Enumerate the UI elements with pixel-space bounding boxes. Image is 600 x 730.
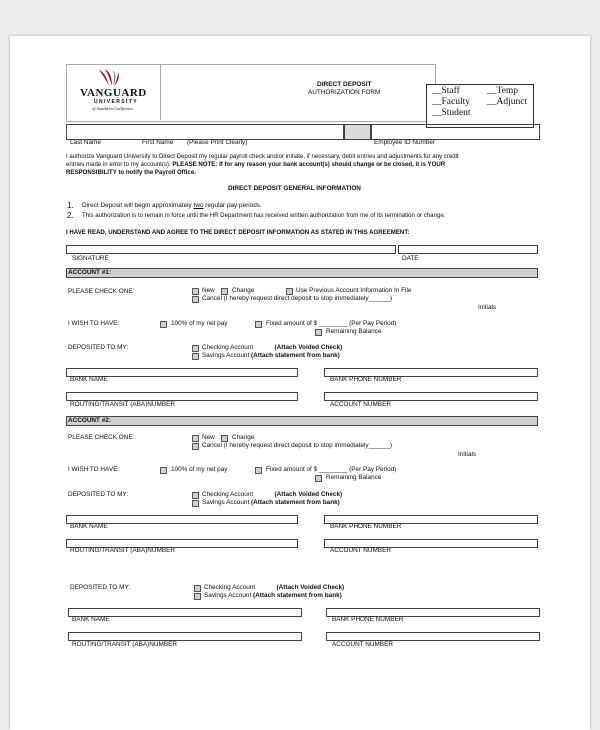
account-3-account-number-field[interactable]	[326, 632, 540, 641]
info-item-1: Direct Deposit will begin approximately two regular pay periods.	[82, 202, 262, 209]
account-1-bank-phone-label: BANK PHONE NUMBER	[330, 376, 402, 383]
account-1-account-number-label: ACCOUNT NUMBER	[330, 401, 391, 408]
employee-id-label: Employee ID Number	[374, 139, 436, 146]
account-2-cancel-label: Cancel (I hereby request direct deposit to stop immediately______)	[202, 442, 393, 449]
account-1-savings-label: Savings Account (Attach statement from bank)	[202, 352, 340, 359]
faculty-option[interactable]: __Faculty	[432, 97, 470, 107]
account-2-routing-label: ROUTING/TRANSIT (ABA)NUMBER	[70, 547, 175, 554]
account-1-use-previous-checkbox[interactable]	[286, 288, 293, 295]
account-3-checking-checkbox[interactable]	[194, 585, 201, 592]
account-3-routing-field[interactable]	[68, 632, 302, 641]
account-1-checking-checkbox[interactable]	[192, 345, 199, 352]
account-1-cancel-label: Cancel (I hereby request direct deposit to stop immediately______)	[202, 295, 393, 302]
account-1-pct-label: 100% of my net pay	[171, 320, 228, 327]
logo-sub: UNIVERSITY	[94, 99, 139, 105]
account-3-deposited-label: DEPOSITED TO MY:	[70, 584, 131, 591]
account-3-routing-label: ROUTING/TRANSIT (ABA)NUMBER	[72, 641, 177, 648]
account-2-bank-name-label: BANK NAME	[70, 523, 108, 530]
form-title: DIRECT DEPOSIT	[317, 81, 372, 88]
account-2-account-number-label: ACCOUNT NUMBER	[330, 547, 391, 554]
account-1-account-number-field[interactable]	[324, 392, 538, 401]
account-1-remaining-checkbox[interactable]	[315, 329, 322, 336]
account-2-savings-label: Savings Account (Attach statement from bank)	[202, 499, 340, 506]
account-2-initials-label: Initials	[458, 451, 477, 458]
employee-id-field-box[interactable]	[370, 124, 540, 140]
account-2-wish-label: I WISH TO HAVE:	[68, 466, 120, 473]
staff-option[interactable]: __Staff	[432, 86, 460, 96]
authorization-line-3: RESPONSIBILITY to notify the Payroll Office.	[66, 169, 196, 176]
account-2-cancel-checkbox[interactable]	[192, 443, 199, 450]
account-2-fixed-checkbox[interactable]	[255, 467, 262, 474]
name-field-box[interactable]	[66, 124, 344, 140]
account-2-new-checkbox[interactable]	[192, 435, 199, 442]
authorization-line-2: entries made in error to my account(s). PLEASE NOTE: If for any reason your bank account(s) should change or be closed, it is YOUR	[66, 161, 446, 168]
form-page	[10, 36, 590, 730]
account-2-savings-checkbox[interactable]	[192, 500, 199, 507]
account-3-bank-name-label: BANK NAME	[72, 616, 110, 623]
vanguard-logo-icon	[96, 68, 126, 88]
account-1-pct-checkbox[interactable]	[160, 321, 167, 328]
account-1-bank-name-label: BANK NAME	[70, 376, 108, 383]
info-item-1-num: 1.	[67, 201, 74, 210]
last-name-label: Last Name	[70, 139, 101, 146]
account-3-checking-label: Checking Account (Attach Voided Check)	[204, 584, 345, 591]
first-name-label: First Name	[142, 139, 174, 146]
account-2-pct-label: 100% of my net pay	[171, 466, 228, 473]
signature-label: SIGNATURE	[72, 255, 109, 262]
account-1-new-label: New	[202, 287, 215, 294]
general-info-heading: DIRECT DEPOSIT GENERAL INFORMATION	[228, 185, 361, 192]
info-item-2-num: 2.	[67, 211, 74, 220]
name-gap	[344, 124, 372, 140]
account-1-use-previous-label: Use Previous Account Information In File	[296, 287, 412, 294]
account-2-check-one-label: PLEASE CHECK ONE:	[68, 434, 135, 441]
account-3-savings-checkbox[interactable]	[194, 593, 201, 600]
authorization-line-1: I authorize Vanguard University to Direct Deposit my regular payroll check and/or initiate, if necessary, debit entries and adjustments for any credit	[66, 153, 459, 160]
date-field[interactable]	[398, 245, 538, 254]
account-1-deposited-label: DEPOSITED TO MY:	[68, 344, 129, 351]
date-label: DATE	[402, 255, 419, 262]
account-1-checking-label: Checking Account (Attach Voided Check)	[202, 344, 343, 351]
account-1-cancel-checkbox[interactable]	[192, 296, 199, 303]
adjunct-option[interactable]: __Adjunct	[487, 97, 528, 107]
account-3-bank-phone-label: BANK PHONE NUMBER	[332, 616, 404, 623]
account-2-pct-checkbox[interactable]	[160, 467, 167, 474]
account-2-fixed-label: Fixed amount of $ ________ (Per Pay Period)	[266, 466, 397, 473]
account-1-remaining-label: Remaining Balance	[326, 328, 382, 335]
account-1-initials-label: Initials	[478, 304, 497, 311]
account-2-deposited-label: DEPOSITED TO MY:	[68, 491, 129, 498]
account-2-checking-checkbox[interactable]	[192, 492, 199, 499]
account-2-change-checkbox[interactable]	[221, 435, 228, 442]
form-subtitle: AUTHORIZATION FORM	[308, 89, 381, 96]
account-1-wish-label: I WISH TO HAVE:	[68, 320, 120, 327]
student-option[interactable]: __Student	[432, 108, 471, 118]
account-1-fixed-label: Fixed amount of $ ________ (Per Pay Period)	[266, 320, 397, 327]
agreement-statement: I HAVE READ, UNDERSTAND AND AGREE TO THE DIRECT DEPOSIT INFORMATION AS STATED IN THIS AGREEMENT:	[66, 229, 410, 236]
account-2-remaining-label: Remaining Balance	[326, 474, 382, 481]
signature-field[interactable]	[66, 245, 396, 254]
logo-tag: of Southern California	[92, 106, 133, 111]
account-3-savings-label: Savings Account (Attach statement from bank)	[204, 592, 342, 599]
header-divider	[160, 64, 161, 120]
account-1-savings-checkbox[interactable]	[192, 353, 199, 360]
account-2-change-label: Change	[232, 434, 255, 441]
account-1-change-label: Change	[232, 287, 255, 294]
logo-main: VANGUARD	[80, 87, 147, 99]
account-1-header-bar	[66, 268, 538, 278]
account-2-remaining-checkbox[interactable]	[315, 475, 322, 482]
temp-option[interactable]: __Temp	[487, 86, 518, 96]
account-1-check-one-label: PLEASE CHECK ONE:	[68, 288, 135, 295]
account-2-header: ACCOUNT #2:	[68, 417, 111, 424]
account-2-checking-label: Checking Account (Attach Voided Check)	[202, 491, 343, 498]
print-clearly-note: (Please Print Clearly)	[187, 139, 248, 146]
account-1-fixed-checkbox[interactable]	[255, 321, 262, 328]
account-3-account-number-label: ACCOUNT NUMBER	[332, 641, 393, 648]
account-2-bank-phone-label: BANK PHONE NUMBER	[330, 523, 402, 530]
info-item-2: This authorization is to remain in force until the HR Department has received written authorization from me of its termination or change.	[82, 212, 446, 219]
account-2-header-bar	[66, 416, 538, 426]
account-1-routing-label: ROUTING/TRANSIT (ABA)NUMBER	[70, 401, 175, 408]
account-2-new-label: New	[202, 434, 215, 441]
account-1-routing-field[interactable]	[66, 392, 298, 401]
account-1-change-checkbox[interactable]	[221, 288, 228, 295]
account-1-header: ACCOUNT #1:	[68, 269, 111, 276]
account-1-new-checkbox[interactable]	[192, 288, 199, 295]
